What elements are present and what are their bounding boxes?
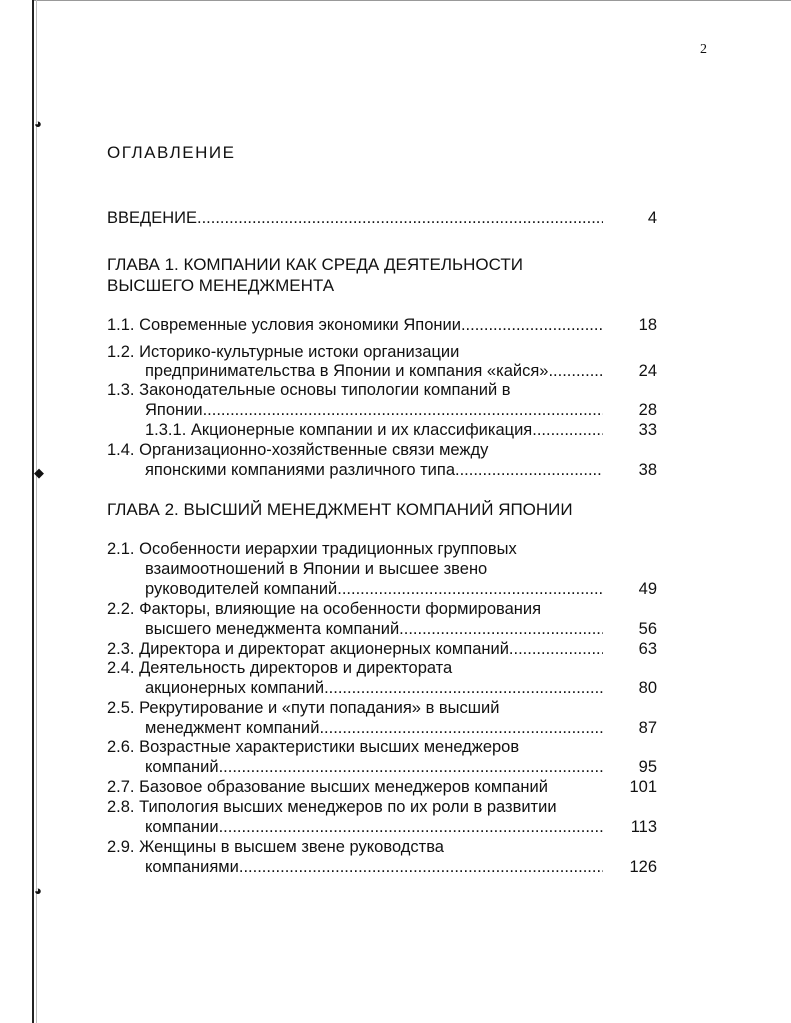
entry-text: высшего менеджмента компаний — [145, 620, 400, 638]
entry-text: 2.5. Рекрутирование и «пути попадания» в высший — [107, 699, 500, 717]
entry-text: 2.6. Возрастные характеристики высших менеджеров — [107, 738, 520, 756]
toc-entry — [145, 420, 603, 440]
entry-page: 49 — [638, 580, 657, 598]
dot-leader — [509, 639, 603, 659]
dot-leader — [337, 579, 603, 599]
entry-text: 1.3.1. Акционерные компании и их классификация — [145, 421, 533, 439]
entry-text: 1.1. Современные условия экономики Японии — [107, 316, 461, 334]
entry-page: 63 — [638, 640, 657, 658]
dot-leader — [399, 619, 603, 639]
entry-text: менеджмент компаний — [145, 719, 320, 737]
entry-text: 2.9. Женщины в высшем звене руководства — [107, 838, 444, 856]
entry-text: японскими компаниями различного типа — [145, 461, 456, 479]
toc-entry — [145, 757, 603, 777]
dot-leader — [324, 678, 603, 698]
entry-text: 1.3. Законодательные основы типологии компаний в — [107, 381, 511, 399]
dot-leader — [239, 857, 603, 877]
entry-text: компаниями — [145, 858, 239, 876]
entry-page: 95 — [638, 758, 657, 776]
toc-entry — [107, 315, 603, 335]
entry-page: 18 — [638, 316, 657, 334]
toc-entry — [145, 857, 603, 877]
page-number: 2 — [700, 42, 707, 57]
dot-leader — [219, 817, 603, 837]
chapter-heading: ГЛАВА 2. ВЫСШИЙ МЕНЕДЖМЕНТ КОМПАНИЙ ЯПОНИИ — [107, 500, 573, 519]
dot-leader — [197, 208, 603, 228]
entry-page: 28 — [638, 401, 657, 419]
entry-text: 2.8. Типология высших менеджеров по их роли в развитии — [107, 798, 557, 816]
entry-page: 33 — [638, 421, 657, 439]
entry-text: руководителей компаний — [145, 580, 338, 598]
toc-entry — [145, 817, 603, 837]
binding-edge-shadow — [36, 0, 37, 1023]
dot-leader — [203, 400, 603, 420]
toc-entry — [145, 678, 603, 698]
entry-page: 4 — [647, 209, 657, 227]
entry-text: 2.4. Деятельность директоров и директората — [107, 659, 453, 677]
binder-hole-mark: ◆ — [34, 465, 44, 480]
toc-entry — [145, 400, 603, 420]
entry-text: компании — [145, 818, 219, 836]
entry-page: 38 — [638, 461, 657, 479]
entry-page: 87 — [638, 719, 657, 737]
chapter-heading: ВЫСШЕГО МЕНЕДЖМЕНТА — [107, 276, 335, 295]
entry-text: 2.3. Директора и директорат акционерных компаний — [107, 640, 509, 658]
entry-text: взаимоотношений в Японии и высшее звено — [145, 560, 488, 578]
entry-text: 2.2. Факторы, влияющие на особенности формирования — [107, 600, 542, 618]
dot-leader — [461, 315, 603, 335]
toc-entry — [145, 361, 603, 381]
dot-leader — [532, 420, 603, 440]
toc-entry — [145, 579, 603, 599]
entry-text: предпринимательства в Японии и компания «кайся» — [145, 362, 549, 380]
toc-entry — [107, 639, 603, 659]
entry-text: 2.7. Базовое образование высших менеджеров компаний — [107, 778, 548, 796]
toc-entry — [145, 718, 603, 738]
entry-text: ВВЕДЕНИЕ — [107, 209, 197, 227]
entry-page: 126 — [629, 858, 657, 876]
toc-entry — [145, 619, 603, 639]
binder-hole-mark: ◕ — [34, 116, 42, 131]
entry-page: 80 — [638, 679, 657, 697]
entry-page: 24 — [638, 362, 657, 380]
entry-text: акционерных компаний — [145, 679, 325, 697]
toc-entry-intro — [107, 208, 603, 228]
toc-entry — [145, 460, 603, 480]
dot-leader — [319, 718, 603, 738]
entry-text: компаний — [145, 758, 219, 776]
entry-page: 56 — [638, 620, 657, 638]
dot-leader — [455, 460, 603, 480]
dot-leader — [219, 757, 603, 777]
binder-hole-mark: ◕ — [34, 883, 42, 898]
entry-text: Японии — [145, 401, 203, 419]
entry-page: 113 — [630, 818, 657, 836]
binding-edge — [32, 0, 34, 1023]
chapter-heading: ГЛАВА 1. КОМПАНИИ КАК СРЕДА ДЕЯТЕЛЬНОСТИ — [107, 255, 523, 274]
entry-page: 101 — [629, 778, 657, 796]
entry-text: 1.2. Историко-культурные истоки организации — [107, 343, 460, 361]
entry-text: 2.1. Особенности иерархии традиционных групповых — [107, 540, 517, 558]
dot-leader — [548, 361, 603, 381]
scan-top-edge — [34, 0, 791, 1]
toc-title: ОГЛАВЛЕНИЕ — [107, 143, 236, 162]
entry-text: 1.4. Организационно-хозяйственные связи между — [107, 441, 489, 459]
